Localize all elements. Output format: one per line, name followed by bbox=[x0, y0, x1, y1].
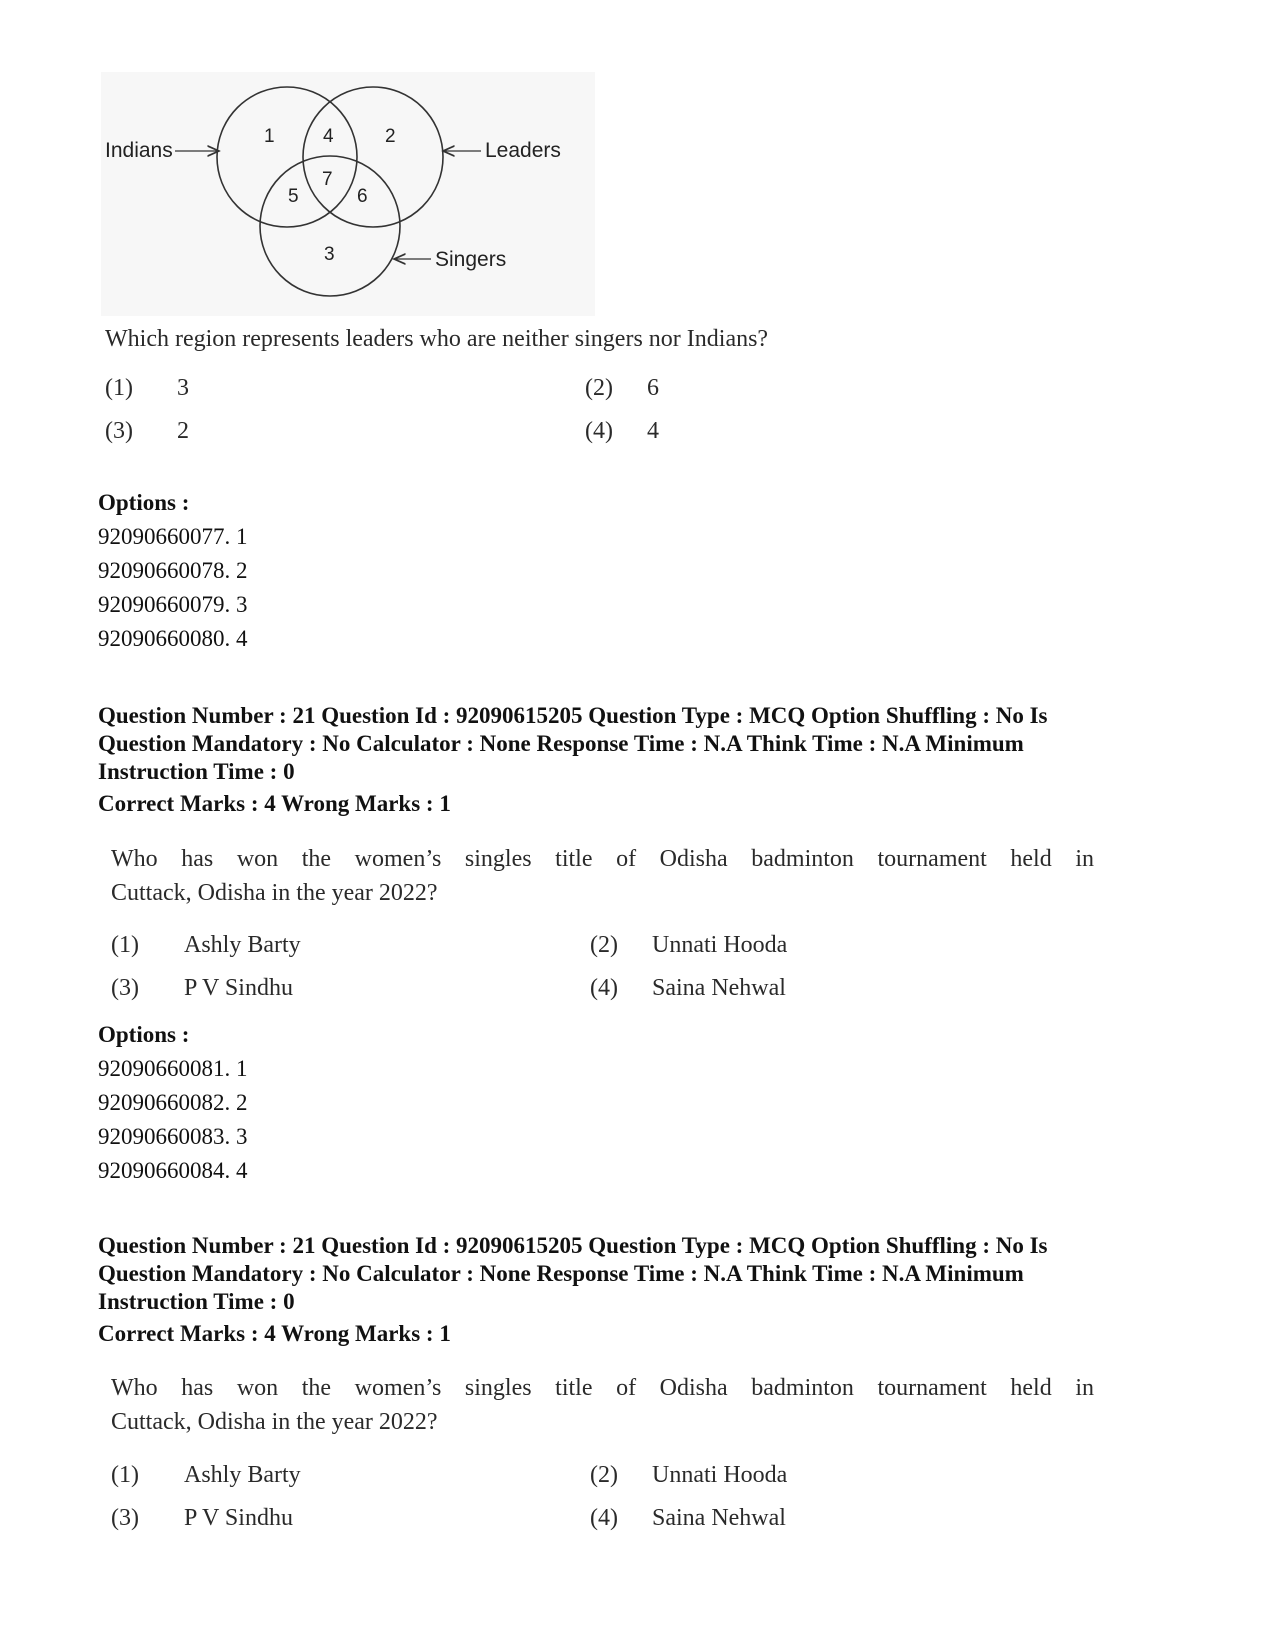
choice-number: (2) bbox=[585, 375, 613, 401]
metadata-line: Question Mandatory : No Calculator : None Response Time : N.A Think Time : N.A Minimum bbox=[98, 731, 1024, 756]
choice-number: (4) bbox=[585, 418, 613, 444]
choice-text: Unnati Hooda bbox=[652, 932, 788, 958]
choice-text: Saina Nehwal bbox=[652, 1505, 786, 1531]
choice-number: (2) bbox=[590, 1462, 618, 1488]
marks-line: Correct Marks : 4 Wrong Marks : 1 bbox=[98, 1321, 451, 1346]
option-item: 92090660084. 4 bbox=[98, 1158, 248, 1183]
region-2: 2 bbox=[385, 126, 396, 147]
question-line: Who has won the women’s singles title of Odisha badminton tournament held in bbox=[111, 846, 1094, 872]
choice-text: 2 bbox=[177, 418, 189, 444]
region-4: 4 bbox=[323, 126, 334, 147]
choice-4 bbox=[590, 975, 786, 1002]
leaders-label: Leaders bbox=[485, 139, 561, 162]
choice-number: (1) bbox=[105, 375, 133, 401]
choice-text: 6 bbox=[647, 375, 659, 401]
choice-number: (1) bbox=[111, 932, 139, 958]
metadata-line: Question Number : 21 Question Id : 92090615205 Question Type : MCQ Option Shuffling : No Is bbox=[98, 1233, 1048, 1258]
choice-2 bbox=[590, 932, 787, 959]
question-line: Who has won the women’s singles title of Odisha badminton tournament held in bbox=[111, 1375, 1094, 1401]
region-1: 1 bbox=[264, 126, 275, 147]
choice-number: (4) bbox=[590, 975, 618, 1001]
choice-number: (3) bbox=[111, 1505, 139, 1531]
region-6: 6 bbox=[357, 186, 368, 207]
option-item: 92090660082. 2 bbox=[98, 1090, 248, 1115]
choice-text: Ashly Barty bbox=[184, 932, 301, 958]
question-text: Which region represents leaders who are neither singers nor Indians? bbox=[105, 326, 769, 352]
question-text bbox=[111, 1371, 1094, 1439]
choice-text: Saina Nehwal bbox=[652, 975, 786, 1001]
choice-1 bbox=[105, 375, 189, 402]
choice-text: P V Sindhu bbox=[184, 1505, 293, 1531]
choice-number: (3) bbox=[105, 418, 133, 444]
question-metadata bbox=[98, 702, 1178, 786]
option-item: 92090660083. 3 bbox=[98, 1124, 248, 1149]
options-label: Options : bbox=[98, 490, 190, 515]
choice-2 bbox=[590, 1462, 787, 1489]
options-list bbox=[98, 1018, 248, 1188]
metadata-line: Instruction Time : 0 bbox=[98, 1289, 295, 1314]
option-item: 92090660078. 2 bbox=[98, 558, 248, 583]
metadata-line: Question Mandatory : No Calculator : None Response Time : N.A Think Time : N.A Minimum bbox=[98, 1261, 1024, 1286]
choice-3 bbox=[111, 1505, 293, 1532]
region-7: 7 bbox=[322, 169, 333, 190]
choice-number: (3) bbox=[111, 975, 139, 1001]
choice-2 bbox=[585, 375, 659, 402]
option-item: 92090660077. 1 bbox=[98, 524, 248, 549]
question-text bbox=[111, 842, 1094, 910]
marks-line: Correct Marks : 4 Wrong Marks : 1 bbox=[98, 791, 451, 816]
metadata-line: Instruction Time : 0 bbox=[98, 759, 295, 784]
option-item: 92090660079. 3 bbox=[98, 592, 248, 617]
question-line: Cuttack, Odisha in the year 2022? bbox=[111, 880, 438, 906]
choice-number: (2) bbox=[590, 932, 618, 958]
region-5: 5 bbox=[288, 186, 299, 207]
choice-number: (1) bbox=[111, 1462, 139, 1488]
choice-4 bbox=[590, 1505, 786, 1532]
singers-label: Singers bbox=[435, 248, 507, 271]
options-label: Options : bbox=[98, 1022, 190, 1047]
venn-diagram bbox=[101, 72, 595, 316]
choice-4 bbox=[585, 418, 659, 445]
question-metadata bbox=[98, 1232, 1178, 1316]
region-3: 3 bbox=[324, 244, 335, 265]
options-list bbox=[98, 486, 248, 656]
choice-text: 3 bbox=[177, 375, 189, 401]
option-item: 92090660081. 1 bbox=[98, 1056, 248, 1081]
choice-1 bbox=[111, 1462, 301, 1489]
choice-number: (4) bbox=[590, 1505, 618, 1531]
question-line: Cuttack, Odisha in the year 2022? bbox=[111, 1409, 438, 1435]
venn-svg bbox=[101, 72, 595, 316]
choice-text: Ashly Barty bbox=[184, 1462, 301, 1488]
choice-text: Unnati Hooda bbox=[652, 1462, 788, 1488]
indians-label: Indians bbox=[105, 139, 173, 162]
option-item: 92090660080. 4 bbox=[98, 626, 248, 651]
choice-1 bbox=[111, 932, 301, 959]
metadata-line: Question Number : 21 Question Id : 92090615205 Question Type : MCQ Option Shuffling : No Is bbox=[98, 703, 1048, 728]
choice-text: P V Sindhu bbox=[184, 975, 293, 1001]
choice-text: 4 bbox=[647, 418, 659, 444]
choice-3 bbox=[111, 975, 293, 1002]
choice-3 bbox=[105, 418, 189, 445]
